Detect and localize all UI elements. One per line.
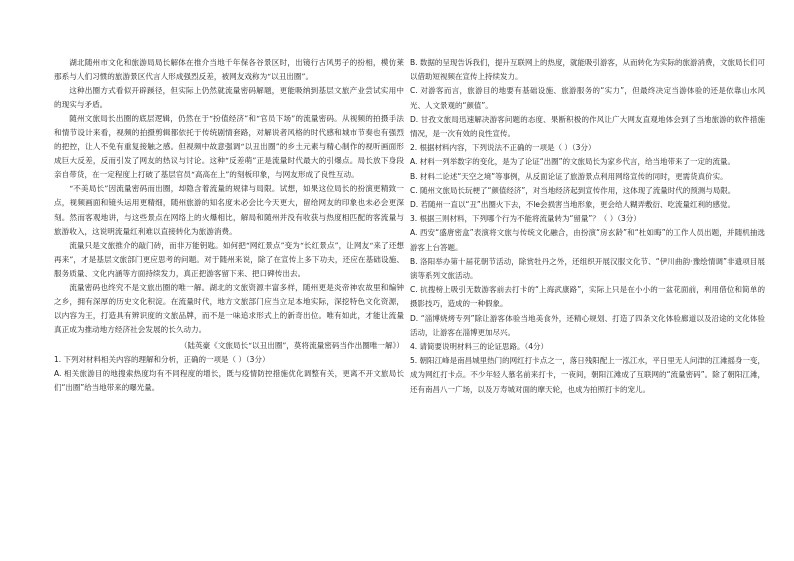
question-2-option-d: D. 若随州一直以“丑”出圈火下去，不le会损害当地形象，更会给人糊弄敷衍、吃流量红利的感觉。 bbox=[410, 200, 736, 210]
passage-paragraph-3: 随州文旅局长出圈的底层逻辑，仍然在于“扮值经济”和“官员下场”的流量密码。从视频的拍摄手法和情节设计来看，视频的拍摄剪辑都依托于传统剧情套路，对解说者风格的时代感和城市节奏也有强烈的把控，让人不免有重复接触之感。但视频中故意强调“以丑出圈”的乡土元素与精心制作的视听画面形成巨大反差，反而引发了网友的热议与讨论。这种“反差萌”正是流量时代最大的引爆点。局长放下身段亲自带货，在一定程度上打破了基层官员“高高在上”的刻板印象，与网友形成了良性互动。 bbox=[54, 114, 404, 180]
question-4 bbox=[410, 340, 765, 354]
question-1-option-b: B. 数据的呈现告诉我们，提升互联网上的热度，就能吸引游客，从而转化为实际的旅游消费，文旅局长们可以借助短视频在宣传上持续发力。 bbox=[410, 58, 765, 82]
questions-column bbox=[410, 56, 765, 397]
question-4-stem: 4. 请简要说明材料三的论证思路。（4分） bbox=[410, 342, 549, 352]
question-2-option-c: C. 随州文旅局长玩梗了“颜值经济”，对当地经济起到宣传作用，这体现了流量时代的预测与局限。 bbox=[410, 185, 736, 195]
question-2 bbox=[410, 141, 765, 212]
question-1 bbox=[54, 353, 404, 396]
passage-paragraph-2: 这种出圈方式看似开辟蹊径，但实际上仍然就流量密码解题，更能吸纳到基层文旅产业尝试实用中的现实与矛盾。 bbox=[54, 86, 404, 110]
question-3-option-a: A. 西安“盛唐密盒”表演将文旅与传统文化融合，由扮演“房玄龄”和“杜如晦”的工作人员出题，并随机抽选游客上台答题。 bbox=[410, 228, 765, 252]
question-1-option-d: D. 甘孜文旅局迅速解决游客问题的态度、果断积极的作风让广大网友直观地体会到了当地旅游的软件措施情况，是一次有效的良性宣传。 bbox=[410, 114, 765, 139]
question-3-option-b: B. 洛阳举办第十届花朝节活动，除赏牡丹之外，还组织开展汉服文化节、“伊川曲韵·豫绘情调”非遗项目展演等系列文旅活动。 bbox=[410, 256, 765, 281]
question-3-option-d: D. “淄博烧烤专列”除让游客体验当地美食外，还精心规划、打造了四条文化体验廊道以及沿途的文化体验活动，让游客在淄博更加尽兴。 bbox=[410, 313, 765, 337]
passage-column bbox=[54, 56, 404, 396]
passage-source: （陆英豪《文旅局长“以丑出圈”，莫将流量密码当作出圈唯一解》） bbox=[179, 340, 404, 350]
question-2-stem: 2. 根据材料内容，下列说法不正确的一项是（ ）（3分） bbox=[410, 143, 596, 153]
question-3-stem: 3. 根据三则材料，下列哪个行为不能将流量转为“留量”？（ ）（3分） bbox=[410, 214, 641, 224]
question-3 bbox=[410, 212, 765, 340]
question-2-option-a: A. 材料一列举数字的变化，是为了论证“出圈”的文旅局长为家乡代言，给当地带来了一定的流量。 bbox=[410, 157, 736, 167]
question-1-option-c: C. 对游客而言，旅游目的地要有基础设施、旅游服务的“实力”，但最终决定当游体验的还是依靠山水风光、人文景观的“颜值”。 bbox=[410, 86, 765, 110]
question-1-option-a: A. 相关旅游目的地搜索热度均有不同程度的增长，既与疫情防控措施优化调整有关，更离不开文旅局长们“出圈”给当地带来的曝光量。 bbox=[54, 369, 404, 393]
passage-paragraph-1: 湖北随州市文化和旅游局局长解体在推介当地千年保各谷景区时，出镜行古风男子的扮相，模仿莱那系与人们习惯的旅游景区代言人形成强烈反差，被网友戏称为“以丑出圈”。 bbox=[54, 58, 404, 82]
question-1-stem: 1. 下列对材料相关内容的理解和分析，正确的一项是（ ）（3分） bbox=[54, 354, 270, 364]
question-3-option-c: C. 抗搜榜上吸引无数游客前去打卡的“上海武康路”，实际上只是在小小的一盆花面前，利用借位和简单的摄影技巧，造成的一种假象。 bbox=[410, 285, 765, 309]
passage-paragraph-6: 流量密码也终究不是文旅出圈的唯一解。湖北的文旅资源丰富多样，随州更是炎帝神农故里和编钟之乡，拥有深厚的历史文化积淀。在流量时代，地方文旅部门应当立足本地实际，深挖特色文化资源，以内容为王，打造具有辨识度的文旅品牌，而不是一味追求形式上的新奇出位。唯有如此，才能让流量真正成为推动地方经济社会发展的长久动力。 bbox=[54, 282, 404, 334]
question-1-continued bbox=[410, 56, 765, 141]
passage-paragraph-5: 流量只是文旅推介的敲门砖，而非万能钥匙。如何把“网红景点”变为“长红景点”，让网友“来了还想再来”，才是基层文旅部门更应思考的问题。对于随州来说，除了在宣传上多下功夫，还应在基础设施、服务质量、文化内涵等方面持续发力，真正把游客留下来、把口碑传出去。 bbox=[54, 240, 404, 278]
question-5-stem: 5. 朝阳江峰是南昌城里热门的网红打卡点之一，落日残阳配上一泓江水，平日里无人问津的江滩摇身一变，成为网红打卡点。不少年轻人慕名前来打卡，一夜间，朝阳江滩成了互联网的“流量密码”。除了朝阳江滩，还有南昌八一广场，以及万寿城对面的摩天轮，也成为拍照打卡的宠儿。 bbox=[410, 356, 765, 394]
question-5 bbox=[410, 354, 765, 397]
passage-paragraph-4: “不美局长”因流量密码而出圈，却隐含着流量的规律与局限。试想，如果这位局长的扮演更精致一点，视频画面和镜头运用更精细，随州旅游的知名度未必会比今天更大，留给网友的印象也未必会更深刻。然而客观地讲，与这些景点在网络上的火爆相比，解局和随州并没有收获与热度相匹配的客流量与旅游收入，这说明流量红利难以直接转化为旅游消费。 bbox=[54, 184, 404, 236]
question-2-option-b: B. 材料二论述“天空之境”等事例，从反面论证了旅游景点利用网络宣传的同时，更需货真价实。 bbox=[410, 171, 728, 181]
